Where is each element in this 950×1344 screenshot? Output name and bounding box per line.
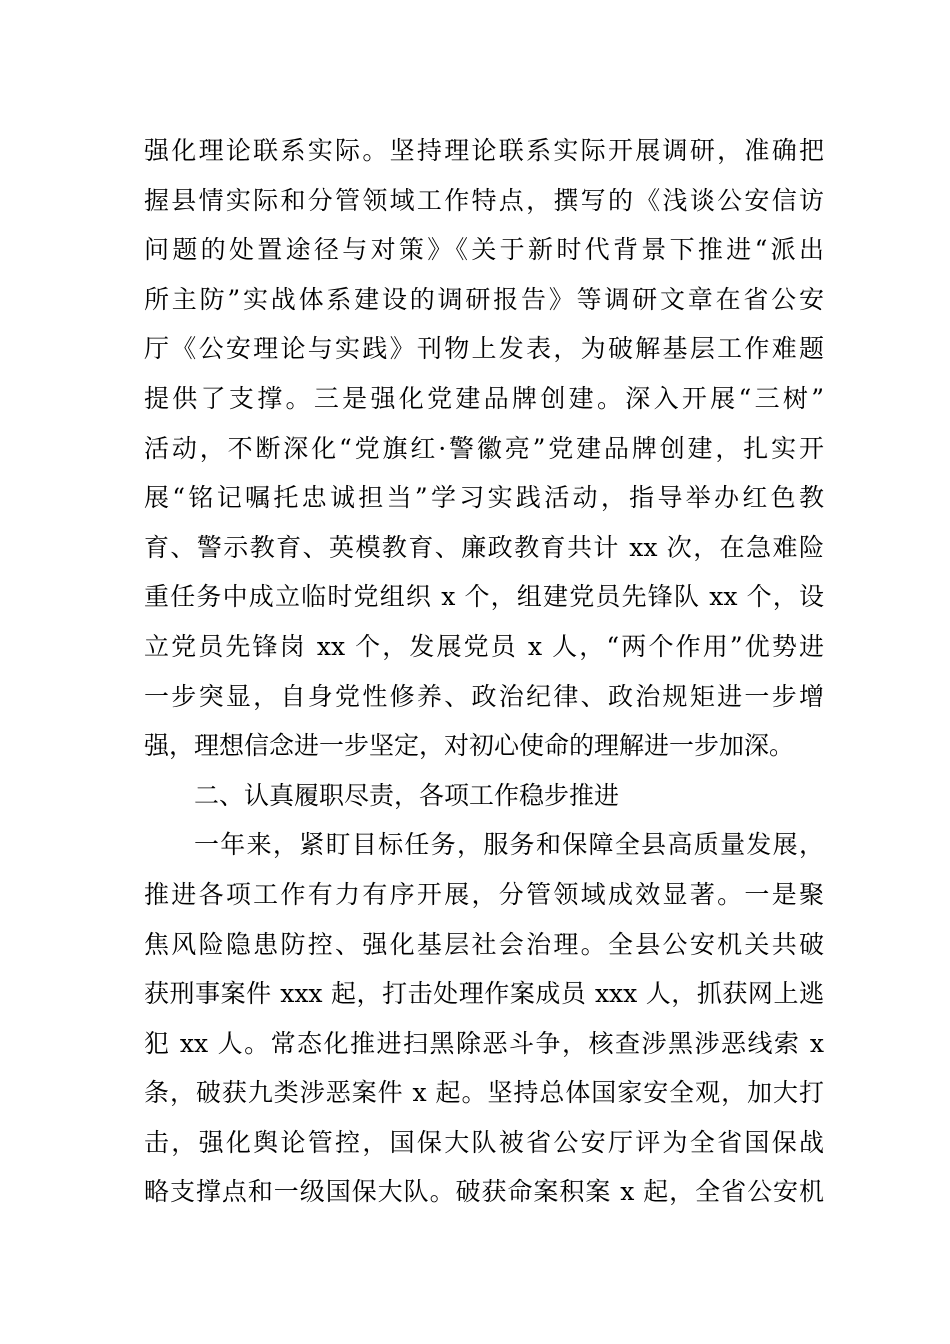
text-line: 立党员先锋岗 xx 个，发展党员 x 人，“两个作用”优势进 — [144, 631, 824, 661]
text-line: 强化理论联系实际。坚持理论联系实际开展调研，准确把 — [144, 136, 824, 165]
text-line: 所主防”实战体系建设的调研报告》等调研文章在省公安 — [144, 284, 824, 314]
text-line: 略支撑点和一级国保大队。破获命案积案 x 起，全省公安机 — [144, 1177, 824, 1207]
text-line: 犯 xx 人。常态化推进扫黑除恶斗争，核查涉黑涉恶线索 x — [144, 1028, 824, 1058]
text-line: 厅《公安理论与实践》刊物上发表，为破解基层工作难题 — [144, 334, 824, 364]
text-line: 击，强化舆论管控，国保大队被省公安厅评为全省国保战 — [144, 1127, 824, 1157]
text-line: 活动，不断深化“党旗红·警徽亮”党建品牌创建，扎实开 — [144, 433, 824, 463]
text-line: 提供了支撑。三是强化党建品牌创建。深入开展“三树” — [144, 383, 824, 413]
text-line: 条，破获九类涉恶案件 x 起。坚持总体国家安全观，加大打 — [144, 1078, 824, 1108]
text-line: 问题的处置途径与对策》《关于新时代背景下推进“派出 — [144, 235, 824, 265]
text-line: 一步突显，自身党性修养、政治纪律、政治规矩进一步增 — [144, 681, 824, 711]
text-line: 握县情实际和分管领域工作特点，撰写的《浅谈公安信访 — [144, 185, 824, 215]
section-heading: 二、认真履职尽责，各项工作稳步推进 — [194, 780, 620, 810]
text-line: 展“铭记嘱托忠诚担当”学习实践活动，指导举办红色教 — [144, 483, 824, 513]
text-line: 焦风险隐患防控、强化基层社会治理。全县公安机关共破 — [144, 929, 824, 959]
text-line: 推进各项工作有力有序开展，分管领域成效显著。一是聚 — [144, 879, 824, 909]
body-text — [144, 126, 824, 1217]
text-line: 重任务中成立临时党组织 x 个，组建党员先锋队 xx 个，设 — [144, 582, 824, 612]
text-line: 强，理想信念进一步坚定，对初心使命的理解进一步加深。 — [144, 731, 795, 761]
text-line: 获刑事案件 xxx 起，打击处理作案成员 xxx 人，抓获网上逃 — [144, 979, 824, 1009]
text-line: 育、警示教育、英模教育、廉政教育共计 xx 次，在急难险 — [144, 532, 824, 562]
text-line: 一年来，紧盯目标任务，服务和保障全县高质量发展， — [194, 830, 824, 860]
